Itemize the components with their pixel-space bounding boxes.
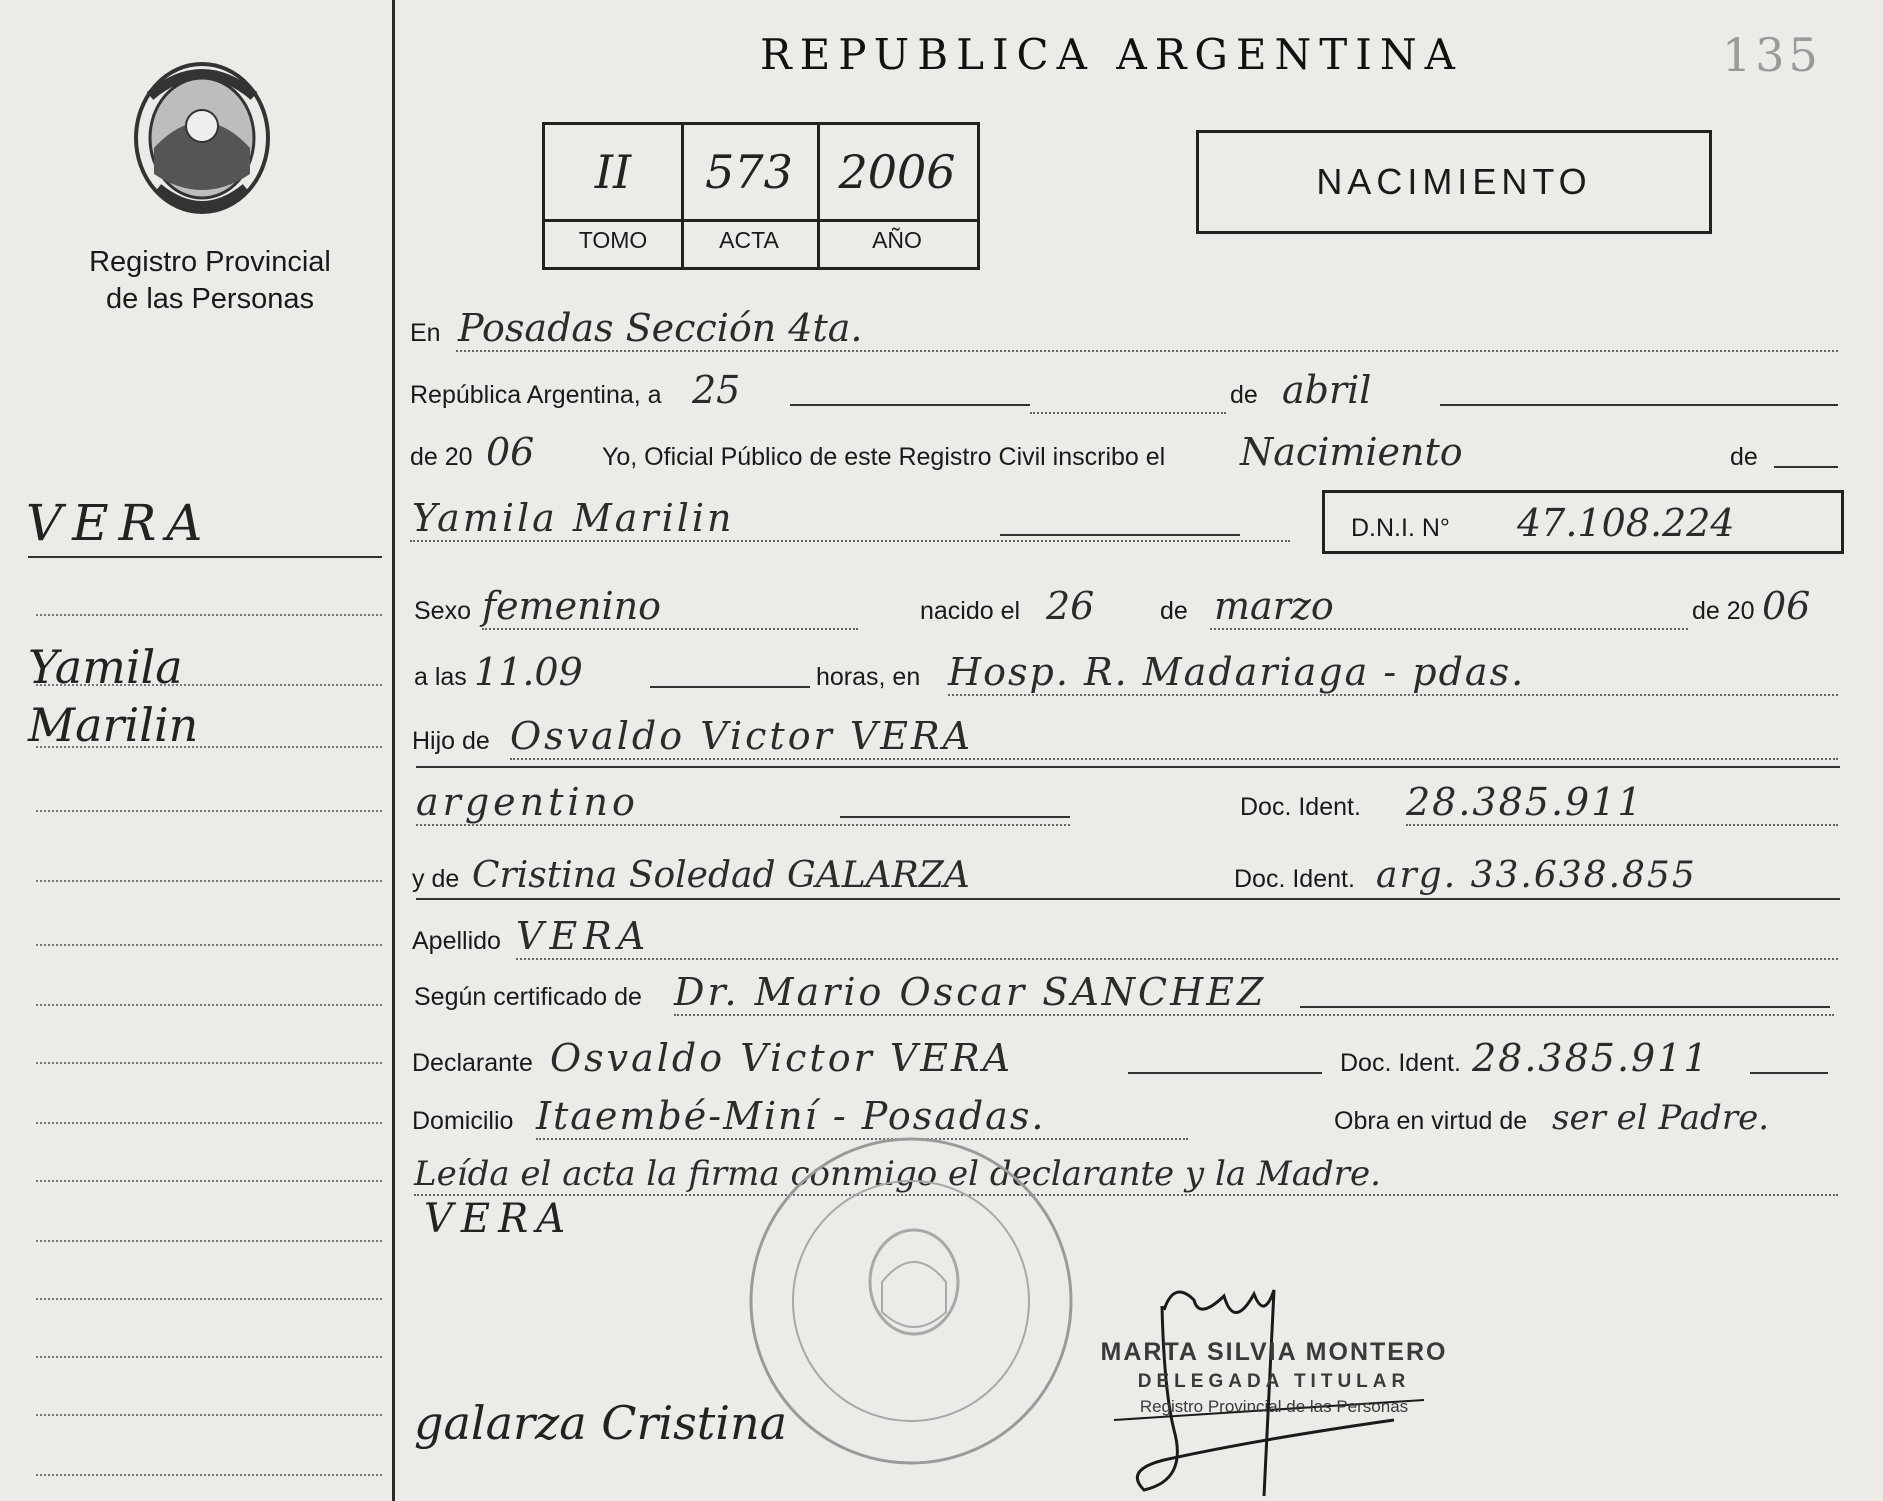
nacido-label: nacido el — [920, 597, 1021, 625]
segun-label: Según certificado de — [414, 983, 642, 1011]
margin-given-name-1: Yamila — [28, 640, 183, 694]
acta-label: ACTA — [719, 227, 779, 253]
birth-day-value: 26 — [1046, 584, 1095, 628]
form-line-name — [410, 494, 1310, 544]
margin-dotted-line — [36, 944, 382, 946]
dotted-line — [410, 540, 1290, 542]
form-line-registration — [410, 428, 1840, 478]
provincial-seal-icon — [128, 56, 276, 216]
form-line-father — [410, 712, 1840, 762]
certificate-value: Dr. Mario Oscar SANCHEZ — [674, 970, 1267, 1014]
dni-value: 47.108.224 — [1517, 501, 1735, 545]
margin-surname: VERA — [26, 494, 213, 552]
de20-label: de 20 — [1692, 597, 1755, 625]
document-type-box: NACIMIENTO — [1196, 130, 1712, 234]
en-label: En — [410, 319, 441, 347]
margin-dotted-line — [36, 1004, 382, 1006]
official-name: MARTA SILVIA MONTERO — [1100, 1338, 1448, 1366]
sexo-value: femenino — [482, 584, 662, 628]
horas-label: horas, en — [816, 663, 921, 691]
father-nationality-value: argentino — [416, 780, 639, 824]
form-line-place — [410, 304, 1840, 354]
de-label-2: de — [1730, 443, 1758, 471]
dotted-line — [1210, 628, 1688, 630]
form-line-sex-birth — [410, 582, 1840, 632]
form-line-address — [410, 1092, 1840, 1142]
year-prefix-label: de 20 — [410, 443, 473, 471]
margin-dotted-line — [36, 746, 382, 748]
dotted-line — [414, 1194, 1838, 1196]
margin-dotted-line — [36, 1414, 382, 1416]
en-value: Posadas Sección 4ta. — [458, 306, 863, 350]
inscribo-label: Yo, Oficial Público de este Registro Civil inscribo el — [602, 443, 1166, 471]
margin-given-name-2: Marilin — [28, 698, 199, 752]
hijo-label: Hijo de — [412, 727, 490, 755]
dash-line — [1128, 1072, 1322, 1074]
apellido-value: VERA — [516, 914, 652, 958]
mother-doc-value: arg. 33.638.855 — [1376, 855, 1697, 896]
margin-dotted-line — [36, 1298, 382, 1300]
year-suffix-value: 06 — [486, 430, 535, 474]
dash-line — [1750, 1072, 1828, 1074]
domicilio-value: Itaembé-Miní - Posadas. — [536, 1094, 1046, 1138]
obra-label: Obra en virtud de — [1334, 1107, 1528, 1135]
dash-line — [1000, 534, 1240, 536]
mother-value: Cristina Soledad GALARZA — [472, 855, 970, 896]
birth-place-value: Hosp. R. Madariaga - pdas. — [948, 650, 1526, 694]
month-value: abril — [1282, 368, 1372, 412]
dotted-line — [1406, 824, 1838, 826]
yde-label: y de — [412, 865, 460, 893]
form-line-time-place — [410, 648, 1840, 698]
registry-box — [542, 122, 980, 270]
tomo-value: II — [594, 145, 632, 199]
form-line-declarant — [410, 1034, 1840, 1084]
official-stamp-icon — [742, 1132, 1080, 1470]
agency-name — [30, 244, 390, 318]
apellido-label: Apellido — [412, 927, 501, 955]
form-line-father-doc — [410, 778, 1840, 828]
de-label-3: de — [1160, 597, 1188, 625]
alas-label: a las — [414, 663, 467, 691]
dotted-line — [456, 350, 1838, 352]
left-margin-panel — [0, 0, 395, 1501]
acta-value: 573 — [705, 145, 793, 199]
dotted-line — [674, 1014, 1834, 1016]
form-line-surname — [410, 912, 1840, 962]
dotted-line — [516, 958, 1838, 960]
declarante-value: Osvaldo Victor VERA — [550, 1036, 1014, 1080]
father-value: Osvaldo Victor VERA — [510, 714, 974, 758]
form-line-certificate — [410, 968, 1840, 1018]
agency-name-line1: Registro Provincial — [89, 246, 331, 278]
form-line-mother — [410, 850, 1840, 900]
mother-signature: galarza Cristina — [414, 1396, 788, 1450]
form-line-reading — [410, 1148, 1840, 1198]
reading-value: Leída el acta la firma conmigo el declarante y la Madre. — [414, 1154, 1381, 1194]
form-line-date — [410, 366, 1840, 416]
agency-name-line2: de las Personas — [106, 283, 314, 315]
domicilio-label: Domicilio — [412, 1107, 514, 1135]
official-organization: Registro Provincial de las Personas — [1139, 1397, 1409, 1416]
dash-line — [650, 686, 810, 688]
ano-value: 2006 — [838, 145, 956, 199]
dni-box — [1322, 490, 1844, 554]
act-value: Nacimiento — [1240, 430, 1463, 474]
time-value: 11.09 — [474, 650, 583, 694]
margin-dotted-line — [36, 1474, 382, 1476]
day-value: 25 — [692, 368, 741, 412]
republica-label: República Argentina, a — [410, 381, 662, 409]
father-doc-value: 28.385.911 — [1406, 780, 1644, 824]
dotted-line — [948, 694, 1838, 696]
child-name-value: Yamila Marilin — [412, 496, 735, 540]
margin-dotted-line — [36, 1356, 382, 1358]
official-role: DELEGADA TITULAR — [1137, 1371, 1411, 1392]
tomo-label: TOMO — [578, 227, 648, 253]
margin-dotted-line — [36, 880, 382, 882]
dotted-line — [510, 758, 1838, 760]
signed-surname: VERA — [424, 1196, 574, 1242]
birth-year-value: 06 — [1762, 584, 1811, 628]
declarante-doc-value: 28.385.911 — [1472, 1036, 1710, 1080]
dotted-line — [1030, 412, 1226, 414]
dni-label: D.N.I. N° — [1351, 514, 1450, 542]
ano-cell — [820, 125, 974, 267]
margin-dotted-line — [36, 1240, 382, 1242]
page-number: 135 — [1722, 28, 1822, 82]
tomo-cell — [545, 125, 684, 267]
official-signature-stamp — [1084, 1338, 1464, 1417]
dash-line — [1300, 1006, 1830, 1008]
doc-label: Doc. Ident. — [1240, 793, 1361, 821]
birth-month-value: marzo — [1214, 584, 1334, 628]
margin-dotted-line — [36, 1122, 382, 1124]
dotted-line — [482, 628, 858, 630]
country-title: REPUBLICA ARGENTINA — [760, 30, 1463, 79]
doc-label-3: Doc. Ident. — [1340, 1049, 1461, 1077]
ano-label: AÑO — [872, 227, 922, 253]
dash-line — [1774, 466, 1838, 468]
dash-line — [790, 404, 1030, 406]
margin-divider — [28, 556, 382, 558]
de-label: de — [1230, 381, 1258, 409]
dotted-line — [416, 824, 1070, 826]
dash-line — [1440, 404, 1838, 406]
margin-dotted-line — [36, 1180, 382, 1182]
obra-value: ser el Padre. — [1552, 1098, 1769, 1138]
margin-dotted-line — [36, 1062, 382, 1064]
margin-dotted-line — [36, 810, 382, 812]
doc-label-2: Doc. Ident. — [1234, 865, 1355, 893]
margin-dotted-line — [36, 684, 382, 686]
acta-cell — [681, 125, 820, 267]
sexo-label: Sexo — [414, 597, 471, 625]
form-rule — [416, 898, 1840, 900]
dash-line — [840, 816, 1070, 818]
margin-dotted-line — [36, 614, 382, 616]
form-rule — [416, 766, 1840, 768]
declarante-label: Declarante — [412, 1049, 533, 1077]
